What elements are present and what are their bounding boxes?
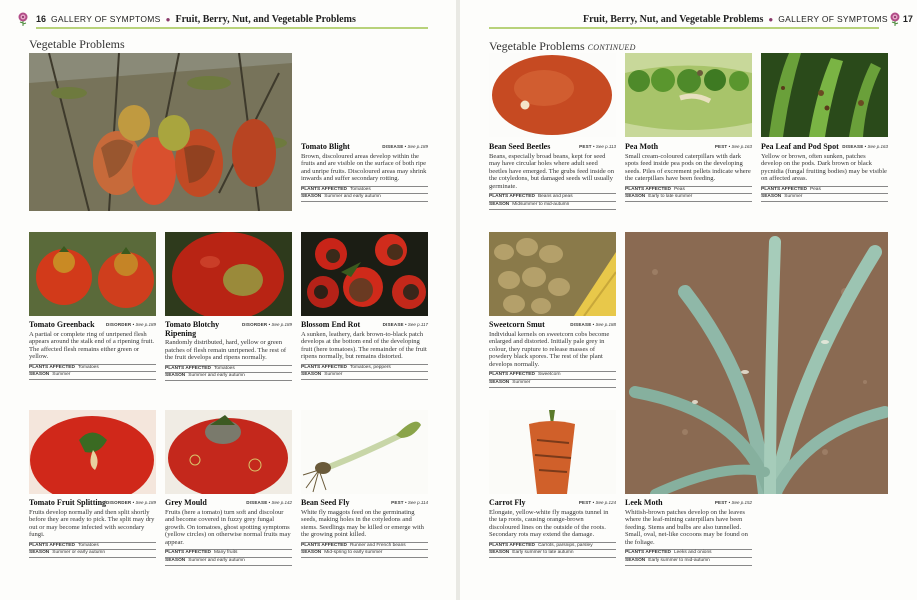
entry-tag: PEST • See p.114 [391,500,428,505]
plants-label: PLANTS AFFECTED [165,365,211,371]
season-label: SEASON [625,558,646,564]
entry-tomato-greenback [29,321,156,380]
entry-tag: PEST • See p.113 [579,144,616,149]
header-rule [36,27,428,29]
entry-title: Leek Moth [625,498,663,507]
plants-value: Peas [673,186,685,192]
entry-tag: DISEASE • See p.188 [570,322,616,327]
entry-leek-moth [625,499,752,566]
entry-meta [489,371,616,387]
photo-carrot-fly [489,410,616,494]
plants-value: Peas [809,186,821,192]
cross-ref-link[interactable]: See p.189 [407,144,428,149]
entry-title: Grey Mould [165,498,207,507]
separator-dot-icon: ● [768,14,774,24]
season-value: Summer [784,194,803,200]
entry-description: Elongate, yellow-white fly maggots tunnel in the tap roots, causing orange-brown discoloured lines on the outside of the roots. Secondary rots may extend the damage. [489,508,609,539]
entry-tag: DISEASE • See p.142 [246,500,292,505]
plants-label: PLANTS AFFECTED [29,364,75,370]
entry-carrot-fly [489,499,616,558]
plants-label: PLANTS AFFECTED [165,550,211,556]
entry-grey-mould [165,499,292,566]
season-value: Summer [52,372,71,378]
cross-ref-link[interactable]: See p.163 [731,144,752,149]
entry-type: DISEASE [842,144,864,149]
entry-tomato-fruit-splitting [29,499,156,558]
photo-tomato-blotchy [165,232,292,316]
flower-emblem-icon [888,12,902,26]
plants-value: Tomatoes, peppers [349,364,391,370]
section-label: Fruit, Berry, Nut, and Vegetable Problems [175,13,356,25]
section-title-text: Vegetable Problems [489,39,585,53]
entry-type: DISEASE [570,322,592,327]
entry-meta [301,542,428,558]
entry-type: PEST [579,144,592,149]
cross-ref-link[interactable]: See p.163 [867,144,888,149]
plants-label: PLANTS AFFECTED [489,194,535,200]
cross-ref-link[interactable]: See p.189 [271,322,292,327]
plants-label: PLANTS AFFECTED [625,186,671,192]
entry-meta [761,186,888,202]
photo-bean-seed-beetles [489,53,616,137]
gallery-label: GALLERY OF SYMPTOMS [778,14,888,24]
entry-blossom-end-rot [301,321,428,380]
photo-tomato-greenback [29,232,156,316]
entry-description: Brown, discoloured areas develop within the fruits and are visible on the surface of both ripe and unripe fruits. Discoloured areas may shrink inwards and suffer secondary rotting. [301,152,427,183]
entry-type: DISEASE [246,500,268,505]
entry-description: Beans, especially broad beans, kept for seed may have circular holes where adult seed beetles have emerged. The grubs feed inside on the cotyledons, but damaged seeds will usually germinate. [489,152,614,190]
photo-leek-moth [625,232,888,494]
entry-type: DISORDER [242,322,268,327]
plants-value: Leeks and onions [673,550,712,556]
entry-type: PEST [714,144,728,149]
season-label: SEASON [29,372,50,378]
plants-label: PLANTS AFFECTED [301,364,347,370]
right-page [460,0,917,600]
entry-tag: PEST • See p.163 [714,144,752,149]
season-value: Summer and early autumn [188,373,245,379]
entry-description: Individual kernels on sweetcorn cobs become enlarged and distorted. Initially pale grey in colour, they rupture to release masses of powdery black spores. The rest of the plant develops normally. [489,330,610,368]
entry-title: Tomato Blotchy Ripening [165,320,220,338]
season-value: Mid-spring to early summer [324,550,383,556]
season-value: Early summer to late autumn [512,550,574,556]
plants-label: PLANTS AFFECTED [761,186,807,192]
entry-meta [625,186,752,202]
entry-title: Tomato Fruit Splitting [29,498,107,507]
plants-value: Sweetcorn [537,372,561,378]
season-label: SEASON [301,194,322,200]
plants-label: PLANTS AFFECTED [489,542,535,548]
entry-title: Pea Moth [625,142,659,151]
entry-title: Tomato Blight [301,142,350,151]
season-value: Summer [324,372,343,378]
cross-ref-link[interactable]: See p.114 [407,500,428,505]
entry-title: Carrot Fly [489,498,526,507]
season-label: SEASON [489,550,510,556]
entry-description: A sunken, leathery, dark brown-to-black patch develops at the bottom end of the developing fruit (here tomatoes). The remainder of the fruit ripens normally, but remains distorted. [301,330,427,361]
photo-pea-moth [625,53,752,137]
plants-label: PLANTS AFFECTED [489,372,535,378]
entry-title: Bean Seed Fly [301,498,350,507]
season-value: Summer and early autumn [324,194,381,200]
section-title [489,39,636,54]
photo-pea-leaf-pod-spot [761,53,888,137]
plants-value: Many fruits [213,550,238,556]
entry-tag: PEST • See p.124 [578,500,616,505]
entry-tag: DISORDER • See p.189 [106,500,156,505]
season-label: SEASON [29,550,50,556]
running-head-left [36,10,356,28]
entry-sweetcorn-smut [489,321,616,388]
entry-description: White fly maggots feed on the germinating seeds, making holes in the cotyledons and stems. Seedlings may be killed or emerge with the growing point killed. [301,508,424,539]
flower-emblem-icon [16,12,30,26]
entry-meta [165,365,292,381]
entry-bean-seed-fly [301,499,428,558]
plants-label: PLANTS AFFECTED [301,542,347,548]
entry-description: Whitish-brown patches develop on the leaves where the leaf-mining caterpillars have been feeding. Stems and bulbs are also tunnelled. Small, oval, net-like cocoons may be found on the foliage. [625,508,748,546]
entry-tag: DISEASE • See p.189 [382,144,428,149]
cross-ref-link[interactable]: See p.188 [595,322,616,327]
entry-meta [165,549,292,565]
entry-tag: DISORDER • See p.189 [106,322,156,327]
season-label: SEASON [761,194,782,200]
season-label: SEASON [489,380,510,386]
entry-meta [301,364,428,380]
entry-pea-leaf-pod-spot [761,143,888,202]
entry-type: PEST [578,500,592,505]
entry-bean-seed-beetles [489,143,616,210]
season-label: SEASON [165,373,186,379]
season-value: Early summer to mid-autumn [648,558,710,564]
entry-description: Randomly distributed, hard, yellow or green patches of flesh remain unripened. The rest of the fruit develops and ripens normally. [165,339,287,362]
season-value: Midsummer to mid-autumn [512,202,570,208]
entry-title: Sweetcorn Smut [489,320,545,329]
entry-description: Yellow or brown, often sunken, patches develop on the pods. Dark brown or black pycnidia (fungal fruiting bodies) may be visible on affected areas. [761,152,887,183]
cross-ref-link[interactable]: See p.113 [595,144,616,149]
entry-tag: DISEASE • See p.163 [842,144,888,149]
entry-description: Fruits (here a tomato) turn soft and discolour and become covered in fuzzy grey fungal growth. On tomatoes, ghost spotting symptoms (yellow circles) on otherwise normal fruits may appear. [165,508,291,546]
season-value: Early to late summer [648,194,693,200]
section-title: Vegetable Problems [29,37,125,51]
page-number: 17 [902,14,913,24]
entry-description: Fruits develop normally and then split shortly before they are ready to pick. The split may dry out or may become infected with secondary fungi. [29,508,155,539]
entry-meta [29,542,156,558]
season-label: SEASON [301,372,322,378]
cross-ref-link[interactable]: See p.117 [407,322,428,327]
entry-title: Bean Seed Beetles [489,142,551,151]
photo-tomato-fruit-splitting [29,410,156,494]
plants-value: Carrots, parsnips, parsley [537,542,593,548]
running-head-right [583,10,913,28]
photo-tomato-blight [29,53,292,211]
season-label: SEASON [301,550,322,556]
season-value: Summer or early autumn [52,550,106,556]
entry-tomato-blotchy-ripening [165,321,292,381]
entry-type: PEST [391,500,404,505]
entry-title: Blossom End Rot [301,320,361,329]
photo-blossom-end-rot [301,232,428,316]
entry-title: Tomato Greenback [29,320,95,329]
cross-ref-link[interactable]: See p.124 [595,500,616,505]
entry-type: DISEASE [382,144,404,149]
entry-description: A partial or complete ring of unripened flesh appears around the stalk end of a ripening fruit. The affected flesh remains either green or yellow. [29,330,155,361]
photo-grey-mould [165,410,292,494]
entry-tag: DISORDER • See p.189 [242,322,292,327]
season-value: Summer and early autumn [188,558,245,564]
season-value: Summer [512,380,531,386]
cross-ref-link[interactable]: See p.152 [731,500,752,505]
continued-label: CONTINUED [587,43,636,52]
left-page [0,0,456,600]
entry-pea-moth [625,143,752,202]
entry-tag: PEST • See p.152 [714,500,752,505]
season-label: SEASON [165,558,186,564]
entry-meta [29,364,156,380]
entry-meta [489,193,616,209]
cross-ref-link[interactable]: See p.189 [135,322,156,327]
photo-sweetcorn-smut [489,232,616,316]
entry-description: Small cream-coloured caterpillars with dark spots feed inside pea pods on the developing seeds. Piles of excrement pellets indicate where the caterpillars have been feeding. [625,152,751,183]
cross-ref-link[interactable]: See p.142 [271,500,292,505]
plants-value: Tomatoes [77,542,99,548]
plants-label: PLANTS AFFECTED [29,542,75,548]
entry-meta [625,549,752,565]
page-number: 16 [36,14,47,24]
entry-title: Pea Leaf and Pod Spot [761,142,839,151]
separator-dot-icon: ● [165,14,171,24]
plants-label: PLANTS AFFECTED [301,186,347,192]
plants-value: Tomatoes [349,186,371,192]
plants-value: Tomatoes [77,364,99,370]
season-label: SEASON [489,202,510,208]
plants-value: Runner and French beans [349,542,406,548]
gallery-label: GALLERY OF SYMPTOMS [51,14,161,24]
entry-type: PEST [714,500,728,505]
entry-meta [489,542,616,558]
plants-value: Tomatoes [213,365,235,371]
entry-type: DISORDER [106,500,132,505]
photo-bean-seed-fly [301,410,428,494]
season-label: SEASON [625,194,646,200]
header-rule [489,27,879,29]
cross-ref-link[interactable]: See p.189 [135,500,156,505]
entry-tomato-blight [301,143,428,202]
entry-meta [301,186,428,202]
section-label: Fruit, Berry, Nut, and Vegetable Problems [583,13,764,25]
entry-type: DISORDER [106,322,132,327]
entry-tag: DISEASE • See p.117 [382,322,428,327]
plants-label: PLANTS AFFECTED [625,550,671,556]
plants-value: Beans and peas [537,194,573,200]
entry-type: DISEASE [382,322,404,327]
